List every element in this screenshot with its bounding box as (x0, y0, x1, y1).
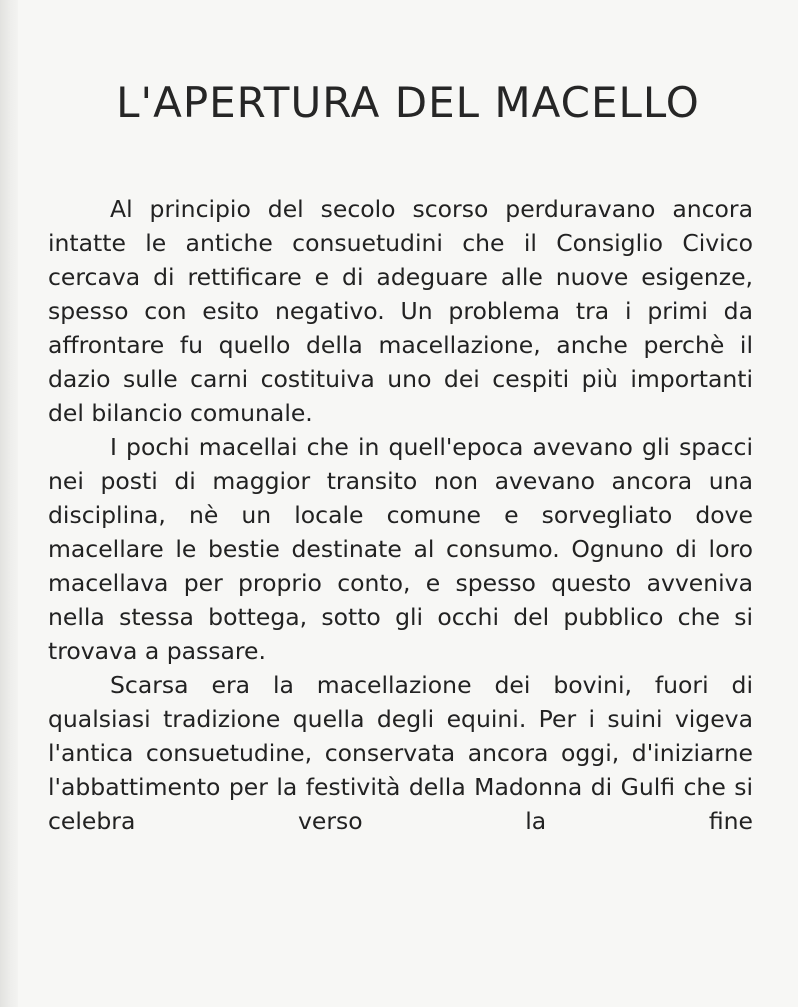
page-title: L'APERTURA DEL MACELLO (116, 78, 700, 127)
document-body (48, 192, 753, 838)
paragraph-1: Al principio del secolo scorso perduravano ancora intatte le antiche consuetudini che il Consiglio Civico cercava di rettificare e di adeguare alle nuove esigenze, spesso con esito negativo. Un problema tra i primi da affrontare fu quello della macellazione, anche perchè il dazio sulle carni costituiva uno dei cespiti più importanti del bilancio comunale. (48, 195, 753, 427)
paragraph-3: Scarsa era la macellazione dei bovini, fuori di qualsiasi tradizione quella degli equini. Per i suini vigeva l'antica consuetudine, conservata ancora oggi, d'iniziarne l'abbattimento per la festività della Madonna di Gulfi che si celebra verso la fine (48, 671, 753, 835)
page-margin-strip (0, 0, 18, 1007)
paragraph-2: I pochi macellai che in quell'epoca avevano gli spacci nei posti di maggior transito non avevano ancora una disciplina, nè un locale comune e sorvegliato dove macellare le bestie destinate al consumo. Ognuno di loro macellava per proprio conto, e spesso questo avveniva nella stessa bottega, sotto gli occhi del pubblico che si trovava a passare. (48, 433, 753, 665)
